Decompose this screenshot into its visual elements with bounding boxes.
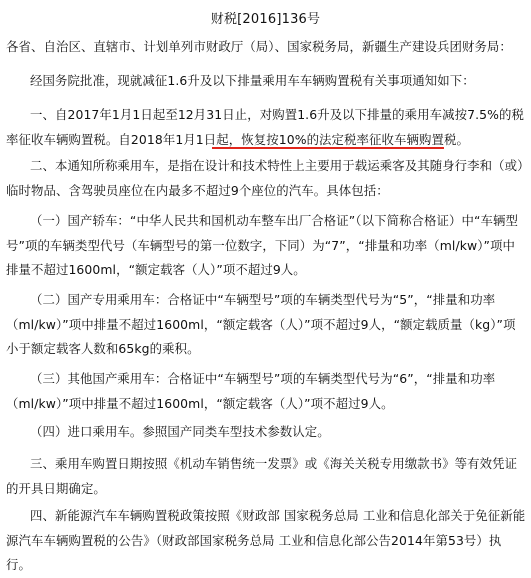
item-2-paragraph: 二、本通知所称乘用车，是指在设计和技术特性上主要用于载运乘客及其随身行李和（或）临时物品、含驾驶员座位在内最多不超过9个座位的汽车。具体包括：	[6, 158, 524, 198]
addressee-line: 各省、自治区、直辖市、计划单列市财政厅（局）、国家税务局，新疆生产建设兵团财务局：	[6, 39, 512, 54]
sub-item-3-paragraph: （三）其他国产乘用车：合格证中“车辆型号”项的车辆类型代号为“6”，“排量和功率（ml/kw）”项中排量不超过1600ml，“额定载客（人）”项不超过9人。	[6, 371, 496, 411]
sub-item-1-paragraph: （一）国产轿车：“中华人民共和国机动车整车出厂合格证”（以下简称合格证）中“车辆型号”项的车辆类型代号（车辆型号的第一位数字，下同）为“7”，“排量和功率（ml/kw）”项中排量不超过1600ml，“额定载客（人）”项不超过9人。	[6, 213, 519, 277]
item-4-paragraph: 四、新能源汽车车辆购置税政策按照《财政部 国家税务总局 工业和信息化部关于免征新能源汽车车辆购置税的公告》（财政部国家税务总局 工业和信息化部公告2014年第53号）执行。	[6, 508, 526, 572]
sub-item-4-paragraph: （四）进口乘用车。参照国产同类车型技术参数认定。	[30, 424, 330, 439]
item-3-paragraph: 三、乘用车购置日期按照《机动车销售统一发票》或《海关关税专用缴款书》等有效凭证的开具日期确定。	[6, 456, 518, 496]
document-title: 财税[2016]136号	[210, 12, 321, 27]
intro-paragraph: 经国务院批准，现就减征1.6升及以下排量乘用车车辆购置税有关事项通知如下：	[30, 73, 475, 88]
highlight-underline	[212, 147, 444, 149]
item-1-paragraph: 一、自2017年1月1日起至12月31日止，对购置1.6升及以下排量的乘用车减按7.5%的税率征收车辆购置税。自2018年1月1日起，恢复按10%的法定税率征收车辆购置税。	[6, 107, 524, 147]
sub-item-2-paragraph: （二）国产专用乘用车：合格证中“车辆型号”项的车辆类型代号为“5”，“排量和功率（ml/kw）”项中排量不超过1600ml，“额定载客（人）”项不超过9人，“额定载质量（kg）”项小于额定载客人数和65kg的乘积。	[6, 292, 516, 356]
